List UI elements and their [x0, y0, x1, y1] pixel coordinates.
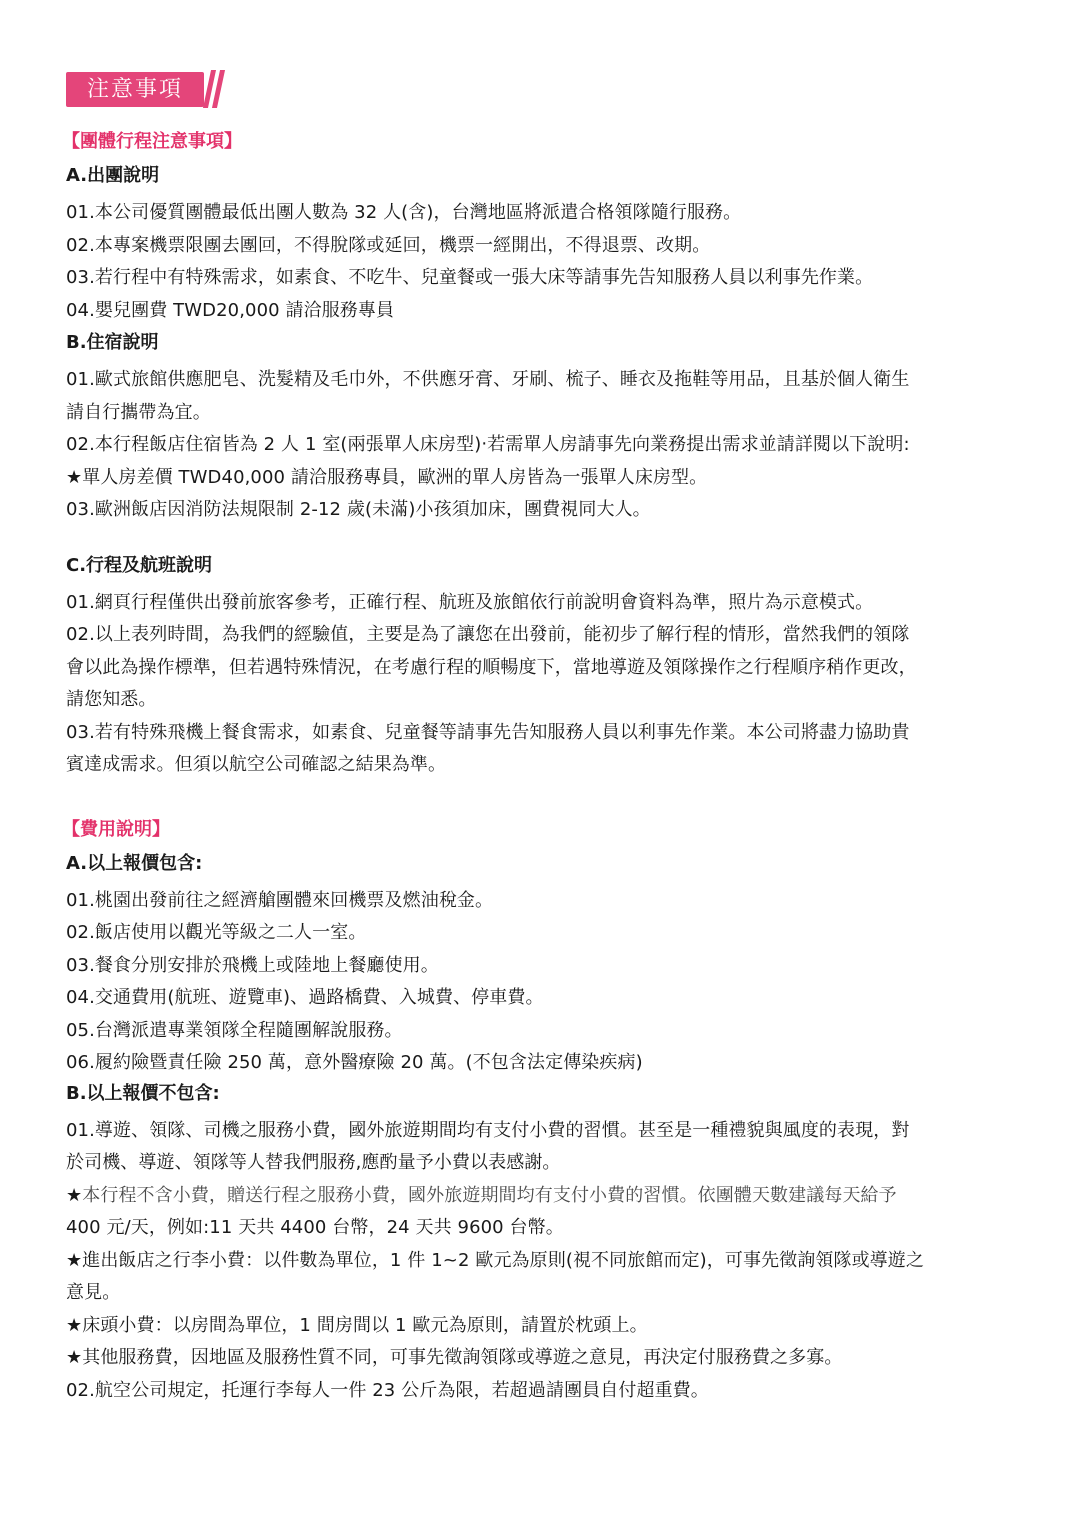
list-item: 02.本行程飯店住宿皆為 2 人 1 室(兩張單人床房型)‧若需單人房請事先向業務提出需求並請詳閱以下說明: [66, 434, 910, 455]
list-item: 03.餐食分別安排於飛機上或陸地上餐廳使用。 [66, 954, 439, 976]
section-title-fees: 【費用說明】 [62, 818, 170, 840]
section-title-group: 【團體行程注意事項】 [62, 131, 242, 152]
subheading-itinerary: C.行程及航班說明 [66, 554, 213, 576]
list-item: 02.本專案機票限團去團回，不得脫隊或延回，機票一經開出，不得退票、改期。 [66, 234, 711, 256]
tip-note-text: 本行程不含小費，贈送行程之服務小費，國外旅遊期間均有支付小費的習慣。依團體天數建議每天給予 [82, 1184, 897, 1206]
list-item: 請您知悉。 [66, 689, 157, 710]
list-item: 01.導遊、領隊、司機之服務小費，國外旅遊期間均有支付小費的習慣。甚至是一種禮貌與風度的表現，對 [66, 1119, 910, 1141]
list-item: 03.若有特殊飛機上餐食需求，如素食、兒童餐等請事先告知服務人員以利事先作業。本公司將盡力協助貴 [66, 721, 910, 743]
list-item: 於司機、導遊、領隊等人替我們服務,應酌量予小費以表感謝。 [66, 1152, 561, 1173]
list-item: 04.交通費用(航班、遊覽車)、過路橋費、入城費、停車費。 [66, 987, 544, 1008]
list-item: 02.飯店使用以觀光等級之二人一室。 [66, 922, 367, 943]
list-item: ★其他服務費，因地區及服務性質不同，可事先徵詢領隊或導遊之意見，再決定付服務費之多寡。 [66, 1347, 843, 1368]
subheading-excluded: B.以上報價不包含: [66, 1082, 220, 1104]
title-banner [66, 68, 1032, 110]
list-item: 03.歐洲飯店因消防法規限制 2-12 歲(未滿)小孩須加床，團費視同大人。 [66, 499, 651, 520]
page-title: 注意事項 [66, 72, 204, 107]
list-item: 01.本公司優質團體最低出團人數為 32 人(含)，台灣地區將派遣合格領隊隨行服務。 [66, 202, 742, 223]
list-item: 請自行攜帶為宜。 [66, 401, 211, 423]
notice-page [62, 68, 1032, 1407]
list-item: ★單人房差價 TWD40,000 請洽服務專員，歐洲的單人房皆為一張單人床房型。 [66, 466, 708, 488]
list-item: 04.嬰兒團費 TWD20,000 請洽服務專員 [66, 299, 395, 321]
list-item: 400 元/天，例如:11 天共 4400 台幣，24 天共 9600 台幣。 [66, 1217, 564, 1238]
list-item: 意見。 [66, 1282, 121, 1303]
list-item: ★進出飯店之行李小費：以件數為單位，1 件 1~2 歐元為原則(視不同旅館而定)，可事先徵詢領隊或導遊之 [66, 1249, 924, 1271]
list-item: ★床頭小費：以房間為單位，1 間房間以 1 歐元為原則，請置於枕頭上。 [66, 1314, 648, 1336]
list-item: 會以此為操作標準，但若遇特殊情況，在考慮行程的順暢度下，當地導遊及領隊操作之行程順序稍作更改， [66, 656, 917, 678]
subheading-included: A.以上報價包含: [66, 852, 203, 874]
list-item: 02.航空公司規定，托運行李每人一件 23 公斤為限，若超過請團員自付超重費。 [66, 1379, 709, 1401]
list-item: 01.桃園出發前往之經濟艙團體來回機票及燃油稅金。 [66, 889, 494, 911]
star-icon: ★ [66, 1184, 83, 1206]
list-item: 02.以上表列時間，為我們的經驗值，主要是為了讓您在出發前，能初步了解行程的情形，當然我們的領隊 [66, 624, 910, 645]
subheading-departure: A.出團說明 [66, 165, 160, 186]
list-item: 01.網頁行程僅供出發前旅客參考，正確行程、航班及旅館依行前說明會資料為準，照片為示意模式。 [66, 591, 874, 613]
list-item: 賓達成需求。但須以航空公司確認之結果為準。 [66, 754, 447, 775]
list-item: 03.若行程中有特殊需求，如素食、不吃牛、兒童餐或一張大床等請事先告知服務人員以利事先作業。 [66, 267, 874, 288]
list-item-tip-note [66, 1180, 1032, 1213]
list-item: 06.履約險暨責任險 250 萬，意外醫療險 20 萬。(不包含法定傳染疾病) [66, 1052, 643, 1073]
list-item: 01.歐式旅館供應肥皂、洗髮精及毛巾外，不供應牙膏、牙刷、梳子、睡衣及拖鞋等用品，且基於個人衛生 [66, 369, 910, 390]
list-item: 05.台灣派遣專業領隊全程隨團解說服務。 [66, 1019, 403, 1041]
subheading-lodging: B.住宿說明 [66, 332, 159, 353]
